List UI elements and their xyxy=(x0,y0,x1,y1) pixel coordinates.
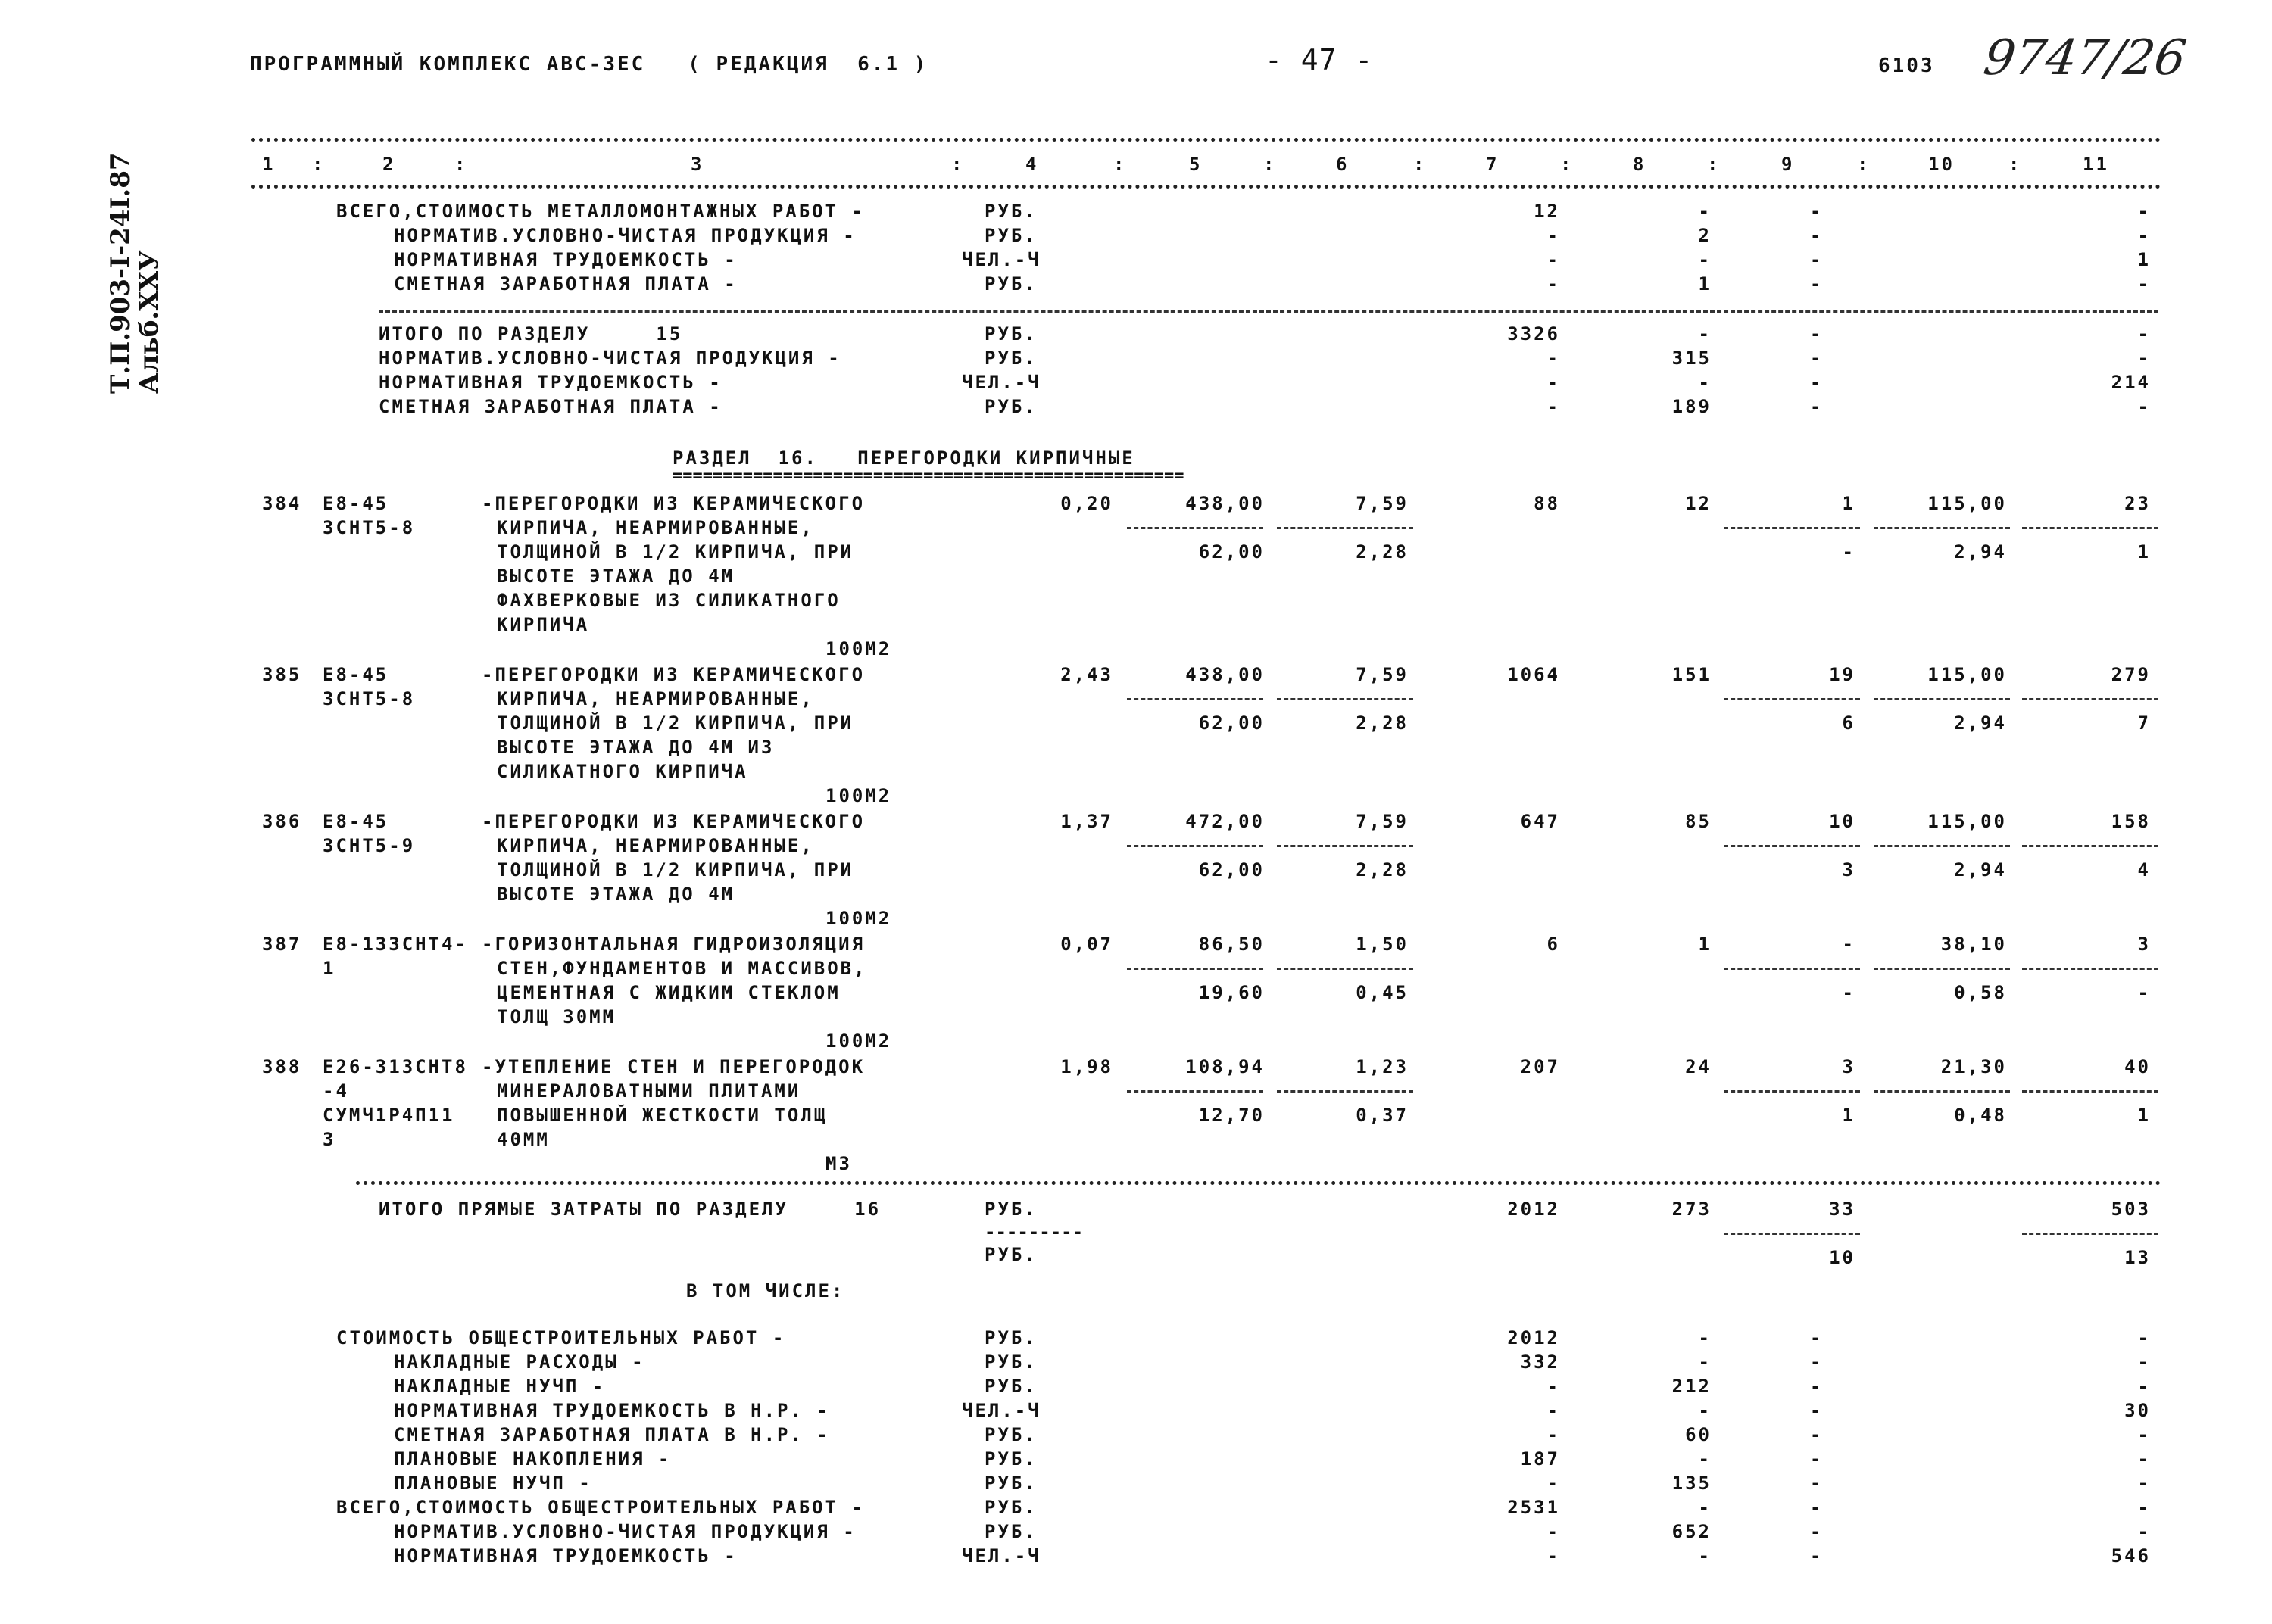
row-col10: 38,10 xyxy=(1940,934,2007,955)
row-code: Е26-31ЗСНТ8 xyxy=(323,1056,468,1077)
col-sep: : xyxy=(1113,154,1127,175)
summary-col8: - xyxy=(1698,323,1712,344)
summary-col9: - xyxy=(1810,1497,1824,1518)
row-price-wage: 12,70 xyxy=(1198,1105,1265,1126)
row-description: КИРПИЧА, НЕАРМИРОВАННЫЕ, xyxy=(497,835,814,856)
cell-rule xyxy=(1724,527,1860,529)
summary-col7: 2012 xyxy=(1507,1327,1560,1348)
summary-col8: 135 xyxy=(1671,1473,1712,1494)
cell-rule xyxy=(2022,1233,2158,1235)
summary-col11: - xyxy=(2137,1473,2151,1494)
summary-col7: 3326 xyxy=(1507,323,1560,344)
summary-col8: 2 xyxy=(1698,225,1712,246)
row-col8: 85 xyxy=(1685,811,1712,832)
row-description: -ПЕРЕГОРОДКИ ИЗ КЕРАМИЧЕСКОГО xyxy=(482,811,866,832)
summary-unit: РУБ. xyxy=(985,396,1038,417)
col-sep: : xyxy=(454,154,468,175)
row-col9: 1 xyxy=(1842,493,1855,514)
cell-rule xyxy=(1277,698,1413,700)
cell-rule xyxy=(1127,968,1263,970)
summary-col11: - xyxy=(2137,1497,2151,1518)
summary-label: ВСЕГО,СТОИМОСТЬ МЕТАЛЛОМОНТАЖНЫХ РАБОТ - xyxy=(336,201,865,222)
row-price-wage: 19,60 xyxy=(1198,982,1265,1003)
summary-label: СТОИМОСТЬ ОБЩЕСТРОИТЕЛЬНЫХ РАБОТ - xyxy=(336,1327,786,1348)
row-code: Е8-13ЗСНТ4- xyxy=(323,934,468,955)
row-labor-wage: 2,28 xyxy=(1356,712,1409,734)
cell-rule xyxy=(1724,1090,1860,1093)
row-labor: 7,59 xyxy=(1356,493,1409,514)
col-sep: : xyxy=(1857,154,1871,175)
summary-col9: - xyxy=(1810,201,1824,222)
summary-col9: - xyxy=(1810,1448,1824,1470)
cell-rule xyxy=(1277,1090,1413,1093)
col-header-6: 6 xyxy=(1336,154,1350,175)
summary-unit: РУБ. xyxy=(985,348,1038,369)
summary-unit: РУБ. xyxy=(985,1327,1038,1348)
summary-col11: - xyxy=(2137,1448,2151,1470)
row-labor: 1,23 xyxy=(1356,1056,1409,1077)
row-col9: - xyxy=(1842,934,1855,955)
summary-label: НАКЛАДНЫЕ РАСХОДЫ - xyxy=(394,1351,645,1373)
summary-col7: - xyxy=(1546,348,1560,369)
summary-col9: - xyxy=(1810,1424,1824,1445)
row-labor-wage: 2,28 xyxy=(1356,541,1409,563)
total-unit: РУБ. xyxy=(985,1244,1038,1265)
col-sep: : xyxy=(951,154,965,175)
section-title: РАЗДЕЛ 16. ПЕРЕГОРОДКИ КИРПИЧНЫЕ xyxy=(673,447,1135,469)
row-price: 472,00 xyxy=(1185,811,1265,832)
row-description: МИНЕРАЛОВАТНЫМИ ПЛИТАМИ xyxy=(497,1080,801,1102)
row-description: ТОЛЩИНОЙ В 1/2 КИРПИЧА, ПРИ xyxy=(497,859,854,881)
row-description: ВЫСОТЕ ЭТАЖА ДО 4М xyxy=(497,884,735,905)
summary-col11: - xyxy=(2137,225,2151,246)
cell-rule xyxy=(1127,845,1263,847)
summary-unit: РУБ. xyxy=(985,1424,1038,1445)
row-col11: 3 xyxy=(2137,934,2151,955)
row-description: СТЕН,ФУНДАМЕНТОВ И МАССИВОВ, xyxy=(497,958,867,979)
summary-col11: - xyxy=(2137,396,2151,417)
cell-rule xyxy=(1874,1090,2010,1093)
summary-col11: - xyxy=(2137,201,2151,222)
col-header-5: 5 xyxy=(1189,154,1203,175)
row-unit: 100М2 xyxy=(825,908,892,929)
row-code: СУМЧ1Р4П11 xyxy=(323,1105,455,1126)
cell-rule xyxy=(2022,698,2158,700)
col-header-3: 3 xyxy=(691,154,704,175)
summary-label: НОРМАТИВ.УСЛОВНО-ЧИСТАЯ ПРОДУКЦИЯ - xyxy=(394,225,857,246)
page-number: - 47 - xyxy=(1265,43,1374,76)
row-labor-wage: 2,28 xyxy=(1356,859,1409,881)
row-price-wage: 62,00 xyxy=(1198,541,1265,563)
summary-col8: - xyxy=(1698,201,1712,222)
row-description: ФАХВЕРКОВЫЕ ИЗ СИЛИКАТНОГО xyxy=(497,590,841,611)
row-quantity: 1,37 xyxy=(1060,811,1113,832)
col-sep: : xyxy=(1263,154,1277,175)
cell-rule xyxy=(1724,698,1860,700)
row-col7: 6 xyxy=(1546,934,1560,955)
document-code: 6103 xyxy=(1878,55,1935,77)
section-title-underline: =================================================== xyxy=(673,466,1184,485)
cell-rule xyxy=(1724,845,1860,847)
summary-col11: - xyxy=(2137,273,2151,295)
total-col7: 2012 xyxy=(1507,1199,1560,1220)
summary-label: НОРМАТИВНАЯ ТРУДОЕМКОСТЬ - xyxy=(394,249,738,270)
summary-unit: РУБ. xyxy=(985,1497,1038,1518)
summary-col8: 60 xyxy=(1685,1424,1712,1445)
row-col9-sub: 6 xyxy=(1842,712,1855,734)
summary-col8: - xyxy=(1698,249,1712,270)
row-description: ВЫСОТЕ ЭТАЖА ДО 4М xyxy=(497,566,735,587)
row-col10-sub: 2,94 xyxy=(1954,712,2007,734)
row-quantity: 0,20 xyxy=(1060,493,1113,514)
row-quantity: 2,43 xyxy=(1060,664,1113,685)
summary-col7: - xyxy=(1546,396,1560,417)
row-description: ЦЕМЕНТНАЯ С ЖИДКИМ СТЕКЛОМ xyxy=(497,982,841,1003)
summary-col9: - xyxy=(1810,1521,1824,1542)
row-price-wage: 62,00 xyxy=(1198,712,1265,734)
handwritten-number: 9747/26 xyxy=(1980,30,2190,86)
row-labor: 7,59 xyxy=(1356,811,1409,832)
summary-col11: - xyxy=(2137,323,2151,344)
cell-rule xyxy=(1127,698,1263,700)
summary-col8: - xyxy=(1698,1400,1712,1421)
block-rule xyxy=(379,310,2158,313)
row-description: КИРПИЧА, НЕАРМИРОВАННЫЕ, xyxy=(497,517,814,538)
row-col7: 207 xyxy=(1520,1056,1560,1077)
cell-rule xyxy=(1724,1233,1860,1235)
summary-label: НАКЛАДНЫЕ НУЧП - xyxy=(394,1376,606,1397)
side-label xyxy=(106,152,164,394)
summary-unit: РУБ. xyxy=(985,323,1038,344)
summary-col8: - xyxy=(1698,1448,1712,1470)
summary-col9: - xyxy=(1810,273,1824,295)
col-sep: : xyxy=(2008,154,2022,175)
row-code: Е8-45 xyxy=(323,664,389,685)
col-header-9: 9 xyxy=(1781,154,1795,175)
summary-col7: - xyxy=(1546,249,1560,270)
cell-rule xyxy=(1724,968,1860,970)
row-code: ЗСНТ5-8 xyxy=(323,688,416,709)
col-header-4: 4 xyxy=(1025,154,1039,175)
col-header-7: 7 xyxy=(1486,154,1500,175)
col-header-10: 10 xyxy=(1928,154,1955,175)
row-unit: 100М2 xyxy=(825,785,892,806)
cell-rule xyxy=(1277,845,1413,847)
summary-col11: 1 xyxy=(2137,249,2151,270)
row-labor: 1,50 xyxy=(1356,934,1409,955)
summary-col8: 1 xyxy=(1698,273,1712,295)
program-title: ПРОГРАММНЫЙ КОМПЛЕКС АВС-ЗЕС ( РЕДАКЦИЯ 6.1 ) xyxy=(250,53,928,76)
row-col10-sub: 2,94 xyxy=(1954,859,2007,881)
row-unit: 100М2 xyxy=(825,638,892,659)
summary-col9: - xyxy=(1810,1545,1824,1566)
row-labor: 7,59 xyxy=(1356,664,1409,685)
row-col9-sub: 1 xyxy=(1842,1105,1855,1126)
summary-col9: - xyxy=(1810,1376,1824,1397)
summary-unit: РУБ. xyxy=(985,225,1038,246)
side-label-line2: Альб.ХХУ xyxy=(134,250,164,394)
summary-col7: 12 xyxy=(1534,201,1560,222)
row-price-wage: 62,00 xyxy=(1198,859,1265,881)
summary-col9: - xyxy=(1810,249,1824,270)
cell-rule xyxy=(1127,1090,1263,1093)
summary-col9: - xyxy=(1810,348,1824,369)
summary-unit: РУБ. xyxy=(985,273,1038,295)
summary-col7: - xyxy=(1546,225,1560,246)
row-code: ЗСНТ5-8 xyxy=(323,517,416,538)
total-col9-sub: 10 xyxy=(1829,1247,1855,1268)
summary-col8: 652 xyxy=(1671,1521,1712,1542)
col-header-2: 2 xyxy=(382,154,396,175)
summary-col9: - xyxy=(1810,372,1824,393)
row-col7: 647 xyxy=(1520,811,1560,832)
summary-col8: - xyxy=(1698,1351,1712,1373)
summary-col9: - xyxy=(1810,323,1824,344)
summary-col8: 212 xyxy=(1671,1376,1712,1397)
summary-unit: ЧЕЛ.-Ч xyxy=(962,249,1041,270)
row-description: СИЛИКАТНОГО КИРПИЧА xyxy=(497,761,748,782)
row-description: ТОЛЩИНОЙ В 1/2 КИРПИЧА, ПРИ xyxy=(497,541,854,563)
row-col10: 115,00 xyxy=(1927,493,2007,514)
summary-col9: - xyxy=(1810,1400,1824,1421)
row-number: 385 xyxy=(262,664,302,685)
totals-rule xyxy=(356,1181,2161,1185)
cell-rule xyxy=(1874,698,2010,700)
row-col8: 12 xyxy=(1685,493,1712,514)
row-col11: 158 xyxy=(2111,811,2151,832)
summary-col11: 30 xyxy=(2124,1400,2151,1421)
summary-unit: РУБ. xyxy=(985,1351,1038,1373)
row-price: 86,50 xyxy=(1198,934,1265,955)
row-unit: 100М2 xyxy=(825,1030,892,1052)
row-quantity: 0,07 xyxy=(1060,934,1113,955)
row-code: 3 xyxy=(323,1129,336,1150)
summary-label: ПЛАНОВЫЕ НАКОПЛЕНИЯ - xyxy=(394,1448,672,1470)
col-header-11: 11 xyxy=(2083,154,2109,175)
cell-rule xyxy=(1874,527,2010,529)
summary-col11: - xyxy=(2137,1351,2151,1373)
summary-col11: 546 xyxy=(2111,1545,2151,1566)
total-col11: 503 xyxy=(2111,1199,2151,1220)
summary-col9: - xyxy=(1810,225,1824,246)
including-heading: В ТОМ ЧИСЛЕ: xyxy=(686,1280,845,1301)
row-code: ЗСНТ5-9 xyxy=(323,835,416,856)
row-col11-sub: - xyxy=(2137,982,2151,1003)
summary-label: ВСЕГО,СТОИМОСТЬ ОБЩЕСТРОИТЕЛЬНЫХ РАБОТ - xyxy=(336,1497,865,1518)
header-bottom-rule xyxy=(251,185,2161,189)
summary-col8: - xyxy=(1698,372,1712,393)
col-sep: : xyxy=(312,154,326,175)
summary-col8: - xyxy=(1698,1497,1712,1518)
row-number: 384 xyxy=(262,493,302,514)
row-unit: М3 xyxy=(825,1153,852,1174)
summary-unit: РУБ. xyxy=(985,1473,1038,1494)
col-header-1: 1 xyxy=(262,154,276,175)
summary-col11: - xyxy=(2137,348,2151,369)
col-header-8: 8 xyxy=(1633,154,1646,175)
row-description: ПОВЫШЕННОЙ ЖЕСТКОСТИ ТОЛЩ xyxy=(497,1105,828,1126)
summary-col8: - xyxy=(1698,1327,1712,1348)
summary-label: НОРМАТИВ.УСЛОВНО-ЧИСТАЯ ПРОДУКЦИЯ - xyxy=(394,1521,857,1542)
total-unit: РУБ. xyxy=(985,1199,1038,1220)
row-col9: 19 xyxy=(1829,664,1855,685)
cell-rule xyxy=(1277,527,1413,529)
row-col8: 24 xyxy=(1685,1056,1712,1077)
summary-col7: - xyxy=(1546,1521,1560,1542)
summary-unit: РУБ. xyxy=(985,1521,1038,1542)
row-labor-wage: 0,37 xyxy=(1356,1105,1409,1126)
row-code: -4 xyxy=(323,1080,349,1102)
row-col7: 88 xyxy=(1534,493,1560,514)
row-description: -ПЕРЕГОРОДКИ ИЗ КЕРАМИЧЕСКОГО xyxy=(482,493,866,514)
row-price: 108,94 xyxy=(1185,1056,1265,1077)
row-code: 1 xyxy=(323,958,336,979)
row-col9-sub: - xyxy=(1842,982,1855,1003)
summary-col11: - xyxy=(2137,1424,2151,1445)
summary-col9: - xyxy=(1810,1473,1824,1494)
row-quantity: 1,98 xyxy=(1060,1056,1113,1077)
row-col9-sub: 3 xyxy=(1842,859,1855,881)
row-col9: 10 xyxy=(1829,811,1855,832)
row-col7: 1064 xyxy=(1507,664,1560,685)
row-description: КИРПИЧА, НЕАРМИРОВАННЫЕ, xyxy=(497,688,814,709)
total-midline: --------- xyxy=(985,1221,1084,1242)
summary-col7: - xyxy=(1546,1545,1560,1566)
cell-rule xyxy=(1127,527,1263,529)
summary-col11: - xyxy=(2137,1327,2151,1348)
summary-col7: 332 xyxy=(1520,1351,1560,1373)
summary-col7: - xyxy=(1546,1473,1560,1494)
total-col11-sub: 13 xyxy=(2124,1247,2151,1268)
summary-unit: РУБ. xyxy=(985,1448,1038,1470)
summary-col8: 189 xyxy=(1671,396,1712,417)
row-labor-wage: 0,45 xyxy=(1356,982,1409,1003)
summary-col8: - xyxy=(1698,1545,1712,1566)
row-col11-sub: 4 xyxy=(2137,859,2151,881)
summary-label: СМЕТНАЯ ЗАРАБОТНАЯ ПЛАТА В Н.Р. - xyxy=(394,1424,830,1445)
side-label-line1: Т.П.903-I-24I.87 xyxy=(105,152,136,394)
row-number: 387 xyxy=(262,934,302,955)
row-col11-sub: 1 xyxy=(2137,1105,2151,1126)
summary-label: НОРМАТИВ.УСЛОВНО-ЧИСТАЯ ПРОДУКЦИЯ - xyxy=(379,348,841,369)
row-col11: 279 xyxy=(2111,664,2151,685)
summary-col11: - xyxy=(2137,1521,2151,1542)
row-price: 438,00 xyxy=(1185,493,1265,514)
row-price: 438,00 xyxy=(1185,664,1265,685)
row-number: 386 xyxy=(262,811,302,832)
row-description: -ГОРИЗОНТАЛЬНАЯ ГИДРОИЗОЛЯЦИЯ xyxy=(482,934,866,955)
col-sep: : xyxy=(1413,154,1427,175)
row-col9-sub: - xyxy=(1842,541,1855,563)
row-description: 40ММ xyxy=(497,1129,550,1150)
summary-col11: - xyxy=(2137,1376,2151,1397)
summary-unit: ЧЕЛ.-Ч xyxy=(962,1545,1041,1566)
summary-label: СМЕТНАЯ ЗАРАБОТНАЯ ПЛАТА - xyxy=(379,396,722,417)
summary-col9: - xyxy=(1810,396,1824,417)
summary-col8: 315 xyxy=(1671,348,1712,369)
summary-unit: РУБ. xyxy=(985,201,1038,222)
summary-col7: - xyxy=(1546,1376,1560,1397)
table-top-rule xyxy=(251,138,2161,142)
summary-label: ПЛАНОВЫЕ НУЧП - xyxy=(394,1473,592,1494)
total-col8: 273 xyxy=(1671,1199,1712,1220)
cell-rule xyxy=(1874,968,2010,970)
row-code: Е8-45 xyxy=(323,493,389,514)
row-col9: 3 xyxy=(1842,1056,1855,1077)
row-code: Е8-45 xyxy=(323,811,389,832)
row-description: ВЫСОТЕ ЭТАЖА ДО 4М ИЗ xyxy=(497,737,775,758)
summary-col7: - xyxy=(1546,372,1560,393)
summary-label: СМЕТНАЯ ЗАРАБОТНАЯ ПЛАТА - xyxy=(394,273,738,295)
row-col11: 40 xyxy=(2124,1056,2151,1077)
cell-rule xyxy=(1874,845,2010,847)
summary-label: НОРМАТИВНАЯ ТРУДОЕМКОСТЬ - xyxy=(379,372,722,393)
total-label: ИТОГО ПРЯМЫЕ ЗАТРАТЫ ПО РАЗДЕЛУ 16 xyxy=(379,1199,882,1220)
col-sep: : xyxy=(1707,154,1721,175)
summary-col9: - xyxy=(1810,1327,1824,1348)
summary-col7: 187 xyxy=(1520,1448,1560,1470)
summary-label: ИТОГО ПО РАЗДЕЛУ 15 xyxy=(379,323,683,344)
row-col8: 1 xyxy=(1698,934,1712,955)
cell-rule xyxy=(1277,968,1413,970)
row-col10: 115,00 xyxy=(1927,811,2007,832)
row-col10-sub: 0,58 xyxy=(1954,982,2007,1003)
row-col8: 151 xyxy=(1671,664,1712,685)
row-col11-sub: 7 xyxy=(2137,712,2151,734)
summary-unit: ЧЕЛ.-Ч xyxy=(962,1400,1041,1421)
row-description: ТОЛЩ 30ММ xyxy=(497,1006,616,1027)
row-col11-sub: 1 xyxy=(2137,541,2151,563)
row-col10-sub: 0,48 xyxy=(1954,1105,2007,1126)
summary-col9: - xyxy=(1810,1351,1824,1373)
row-description: ТОЛЩИНОЙ В 1/2 КИРПИЧА, ПРИ xyxy=(497,712,854,734)
row-col10: 115,00 xyxy=(1927,664,2007,685)
summary-unit: РУБ. xyxy=(985,1376,1038,1397)
col-sep: : xyxy=(1560,154,1574,175)
summary-col11: 214 xyxy=(2111,372,2151,393)
summary-col7: - xyxy=(1546,273,1560,295)
total-col9: 33 xyxy=(1829,1199,1855,1220)
row-col10: 21,30 xyxy=(1940,1056,2007,1077)
summary-label: НОРМАТИВНАЯ ТРУДОЕМКОСТЬ - xyxy=(394,1545,738,1566)
cell-rule xyxy=(2022,527,2158,529)
row-description: -ПЕРЕГОРОДКИ ИЗ КЕРАМИЧЕСКОГО xyxy=(482,664,866,685)
cell-rule xyxy=(2022,968,2158,970)
row-col11: 23 xyxy=(2124,493,2151,514)
summary-col7: - xyxy=(1546,1400,1560,1421)
row-description: КИРПИЧА xyxy=(497,614,590,635)
row-col10-sub: 2,94 xyxy=(1954,541,2007,563)
cell-rule xyxy=(2022,1090,2158,1093)
summary-col7: 2531 xyxy=(1507,1497,1560,1518)
summary-label: НОРМАТИВНАЯ ТРУДОЕМКОСТЬ В Н.Р. - xyxy=(394,1400,830,1421)
summary-col7: - xyxy=(1546,1424,1560,1445)
row-description: -УТЕПЛЕНИЕ СТЕН И ПЕРЕГОРОДОК xyxy=(482,1056,866,1077)
row-number: 388 xyxy=(262,1056,302,1077)
cell-rule xyxy=(2022,845,2158,847)
summary-unit: ЧЕЛ.-Ч xyxy=(962,372,1041,393)
